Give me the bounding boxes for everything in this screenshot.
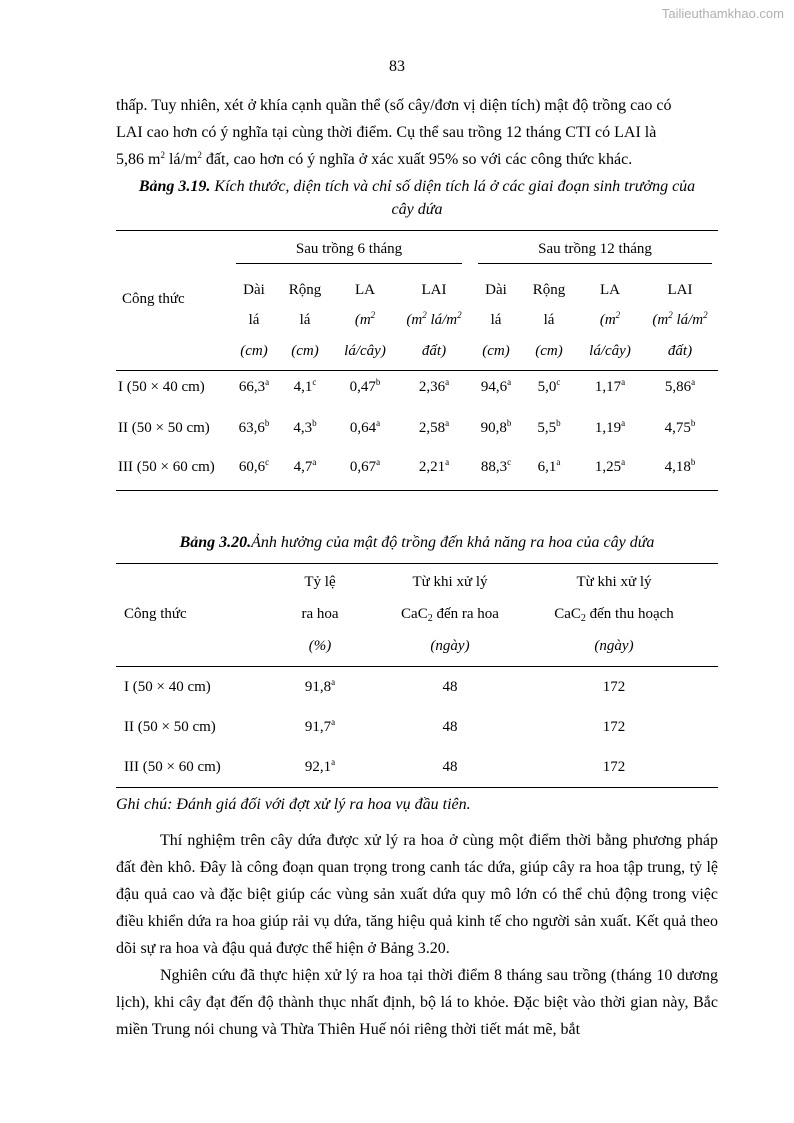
header-rong-la: Rộng [288,282,322,298]
header-dai-la-2: lá [248,312,260,328]
table-2-flower-cell: 48 [442,679,458,695]
intro-line-2: LAI cao hơn có ý nghĩa tại cùng thời điểm. Cụ thể sau trồng 12 tháng CTI có LAI là [116,124,657,141]
header-la-12-unit-2: lá/cây) [589,343,631,359]
header-dai-la-unit: (cm) [240,343,268,359]
header-rate-1: Tỷ lệ [304,574,336,590]
header-lai-12-unit-2: đất) [667,343,693,359]
table-1-cell: 90,8$^b$ [480,418,512,436]
table-1-row-header: Công thức [122,291,185,307]
table-2-flower-cell: 48 [442,719,458,735]
table-1-cell: 5,86$^a$ [664,377,696,395]
table-2-bottom-border [116,787,718,788]
header-to-harvest-2: CaC$_2$ đến thu hoạch [554,606,674,624]
table-1-row-1-label: I (50 × 40 cm) [118,379,205,395]
table-2-harvest-cell: 172 [602,719,626,735]
table-1-group-6-months: Sau trồng 6 tháng [295,241,403,257]
table-1-cell: 1,17$^a$ [594,377,626,395]
table-1-cell: 0,64$^a$ [349,418,381,436]
watermark: Tailieuthamkhao.com [661,6,784,21]
table-2-rate-cell: 91,7$^a$ [304,717,336,735]
header-la-12: LA [600,282,620,298]
table-1-cell: 6,1$^a$ [537,457,561,475]
header-dai-la-12-2: lá [490,312,502,328]
intro-paragraph [116,92,718,173]
table-1-cell: 5,5$^b$ [537,418,561,436]
header-to-harvest-unit: (ngày) [594,638,634,654]
table-1-cell: 88,3$^c$ [480,457,512,475]
table-1-cell: 2,58$^a$ [418,418,450,436]
table-2-row-1-label: I (50 × 40 cm) [124,679,211,695]
header-dai-la: Dài [243,282,265,298]
header-la: LA [355,282,375,298]
table-1-cell: 0,67$^a$ [349,457,381,475]
table-1-cell: 63,6$^b$ [238,418,270,436]
header-la-12-unit-1: ($m^2$ [599,310,621,328]
header-to-flower-unit: (ngày) [430,638,470,654]
table-2-harvest-cell: 172 [602,759,626,775]
table-1-cell: 5,0$^c$ [537,377,561,395]
table-2-row-2-label: II (50 × 50 cm) [124,719,216,735]
table-1-cell: 4,18$^b$ [664,457,696,475]
header-to-flower-1: Từ khi xử lý [412,574,488,590]
header-rong-la-12-2: lá [543,312,555,328]
table-1-cell: 66,3$^a$ [238,377,270,395]
header-rate-unit: (%) [308,638,332,654]
page-number: 83 [389,58,405,75]
table-2-row-header: Công thức [124,606,187,622]
header-to-flower-2: CaC$_2$ đến ra hoa [401,606,499,624]
table-2-header-border [116,666,718,667]
table-2-note: Ghi chú: Đánh giá đối với đợt xử lý ra hoa vụ đầu tiên. [116,796,471,813]
header-rate-2: ra hoa [301,606,339,622]
header-dai-la-12: Dài [485,282,507,298]
table-2-label: Bảng 3.20. [179,534,252,551]
table-1-cell: 1,19$^a$ [594,418,626,436]
table-1-cell: 60,6$^c$ [238,457,270,475]
table-2-caption: Bảng 3.20.Ảnh hưởng của mật độ trồng đến khả năng ra hoa của cây dứa [179,534,655,551]
table-1-cell: 0,47$^b$ [349,377,381,395]
table-1-caption: Bảng 3.19. Kích thước, diện tích và chỉ số diện tích lá ở các giai đoạn sinh trưởng của cây dứa [138,178,696,218]
table-2-harvest-cell: 172 [602,679,626,695]
table-2-flower-cell: 48 [442,759,458,775]
table-1-row-2-label: II (50 × 50 cm) [118,420,210,436]
table-1-cell: 4,75$^b$ [664,418,696,436]
table-1-label: Bảng 3.19. [138,178,211,195]
table-1-group-2-rule [478,263,712,264]
table-1-cell: 4,1$^c$ [293,377,317,395]
table-2-row-3-label: III (50 × 60 cm) [124,759,221,775]
table-1-cell: 4,7$^a$ [293,457,317,475]
table-1-group-1-rule [236,263,462,264]
intro-line-1: thấp. Tuy nhiên, xét ở khía cạnh quần thể (số cây/đơn vị diện tích) mật độ trồng cao có [116,97,672,114]
table-1-cell: 94,6$^a$ [480,377,512,395]
table-1-cell: 2,21$^a$ [418,457,450,475]
header-la-unit-1: ($m^2$ [354,310,376,328]
body-paragraph-1: Thí nghiệm trên cây dứa được xử lý ra hoa ở cùng một điểm thời bằng phương pháp đất đèn khô. Đây là công đoạn quan trọng trong canh tác dứa, giúp cây ra hoa tập trung, tỷ lệ đậu quả cao và đặc biệt giúp các vùng sản xuất dứa quy mô lớn có thể chủ động trong việc điều khiển dứa ra hoa giúp rải vụ dứa, tăng hiệu quả kinh tế cho người sản xuất. Kết quả theo dõi sự ra hoa và đậu quả được thể hiện ở Bảng 3.20. [116,832,718,957]
header-rong-la-12: Rộng [532,282,566,298]
table-2-rate-cell: 92,1$^a$ [304,757,336,775]
header-la-unit-2: lá/cây) [344,343,386,359]
table-2-rate-cell: 91,8$^a$ [304,677,336,695]
intro-line-3: 5,86 $m^2$ $lá/m^2$ đất, cao hơn có ý nghĩa ở xác xuất 95% so với các công thức khác. [116,150,633,168]
header-lai-unit-1: ($m^2$ $lá/m^2$ [406,310,462,328]
header-rong-la-unit: (cm) [291,343,319,359]
table-1-row-3-label: III (50 × 60 cm) [118,459,215,475]
header-lai: LAI [421,282,447,298]
table-1-cell: 2,36$^a$ [418,377,450,395]
header-lai-12: LAI [667,282,693,298]
header-dai-la-12-unit: (cm) [482,343,510,359]
table-1-top-border [116,230,718,231]
table-1-cell: 1,25$^a$ [594,457,626,475]
body-paragraph-2: Nghiên cứu đã thực hiện xử lý ra hoa tại thời điểm 8 tháng sau trồng (tháng 10 dương lịch), khi cây đạt đến độ thành thục nhất định, bộ lá to khỏe. Đặc biệt vào thời gian này, Bắc miền Trung nói chung và Thừa Thiên Huế nói riêng thời tiết mát mẽ, bắt [116,967,718,1038]
table-2-top-border [116,563,718,564]
header-lai-12-unit-1: ($m^2$ $lá/m^2$ [652,310,708,328]
header-rong-la-12-unit: (cm) [535,343,563,359]
header-rong-la-2: lá [299,312,311,328]
table-1-cell: 4,3$^b$ [293,418,317,436]
header-lai-unit-2: đất) [421,343,447,359]
header-to-harvest-1: Từ khi xử lý [576,574,652,590]
table-1-group-12-months: Sau trồng 12 tháng [538,241,652,257]
table-1-bottom-border [116,490,718,491]
table-1-header-border [116,370,718,371]
